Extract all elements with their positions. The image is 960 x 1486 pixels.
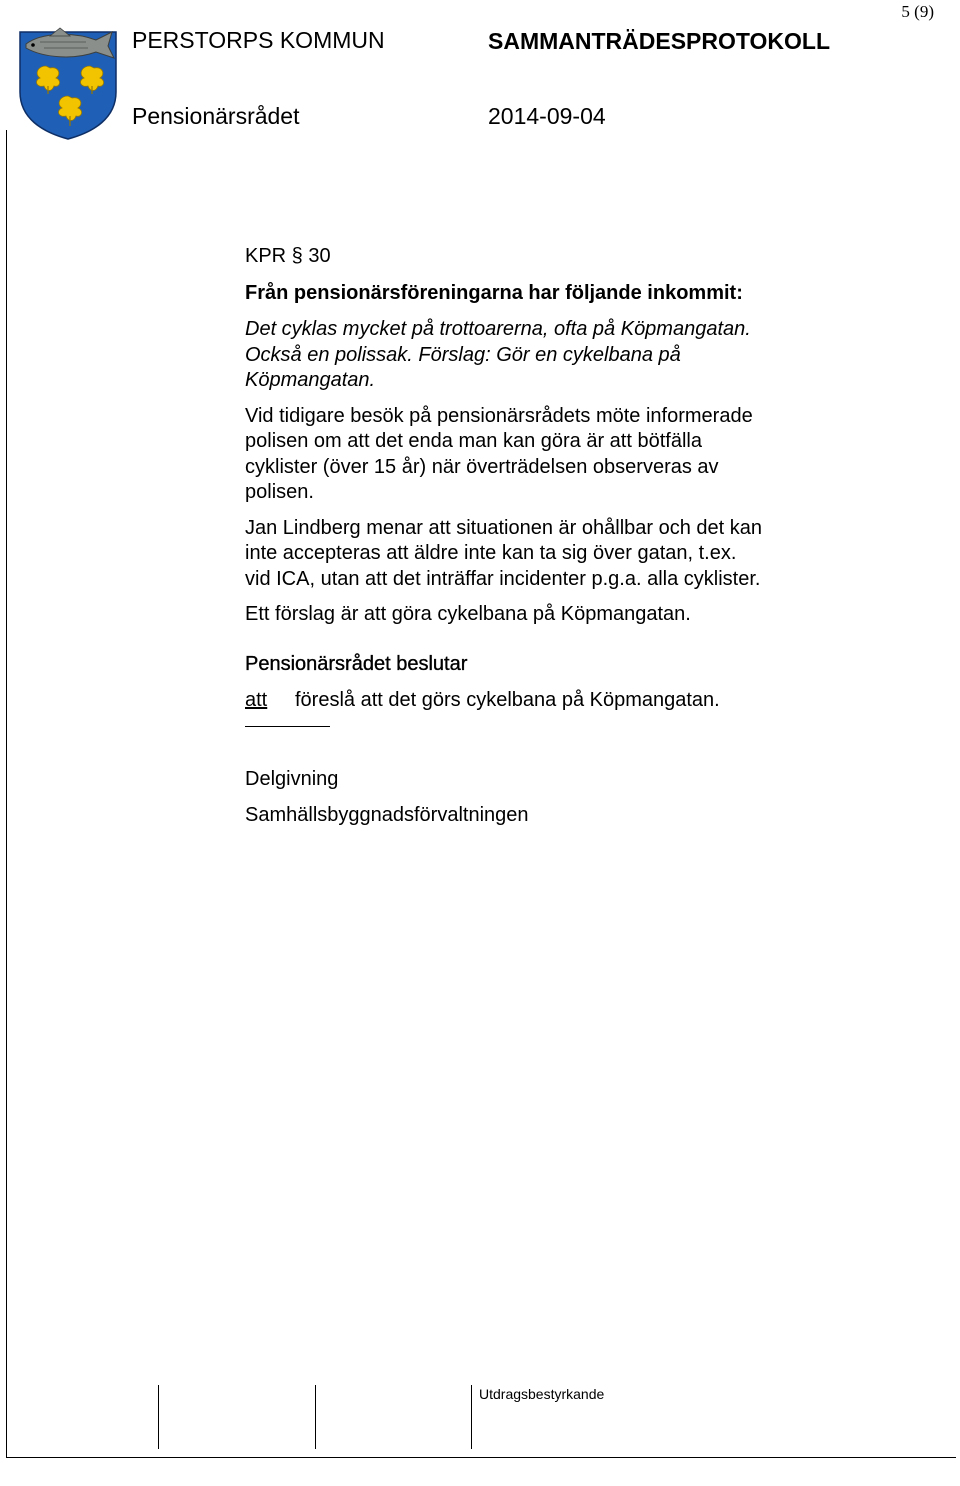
signature-box-divider [471,1385,472,1449]
meeting-date: 2014-09-04 [488,103,606,129]
protocol-section [245,244,885,829]
quote-line: Köpmangatan. [245,369,376,391]
left-margin-rule [6,130,7,1458]
council-name: Pensionärsrådet [132,103,300,129]
decision-heading: Pensionärsrådet beslutar [245,652,468,675]
paragraph-proposal [245,602,885,628]
paragraph-line: Jan Lindberg menar att situationen är ohållbar och det kan [245,516,763,539]
signature-box-divider [158,1385,159,1449]
decision-item [245,688,885,714]
paragraph-line: vid ICA, utan att det inträffar incidenter p.g.a. alla cyklister. [245,567,761,590]
section-reference: KPR § 30 [245,245,331,267]
distribution-heading: Delgivning [245,767,339,790]
paragraph-line: Vid tidigare besök på pensionärsrådets möte informerade [245,404,753,427]
paragraph-line: Ett förslag är att göra cykelbana på Köpmangatan. [245,603,691,625]
paragraph-line: polisen. [245,481,314,503]
quote-line: Också en polissak. Förslag: Gör en cykelbana på [245,343,681,366]
paragraph-line: cyklister (över 15 år) när överträdelsen observeras av [245,455,719,478]
paragraph-jan-lindberg [245,516,885,593]
submitted-quote [245,317,885,394]
page-number: 5 (9) [901,2,934,21]
paragraph-police [245,404,885,506]
coat-of-arms-icon [16,22,120,140]
municipality-name: PERSTORPS KOMMUN [132,27,385,53]
document-type: SAMMANTRÄDESPROTOKOLL [488,28,831,54]
section-heading: Från pensionärsföreningarna har följande inkommit: [245,281,743,304]
bottom-rule [6,1457,956,1458]
quote-line: Det cyklas mycket på trottoarerna, ofta på Köpmangatan. [245,318,751,340]
certification-label: Utdragsbestyrkande [479,1386,605,1402]
paragraph-line: inte accepteras att äldre inte kan ta sig över gatan, t.ex. [245,542,737,564]
distribution-recipient: Samhällsbyggnadsförvaltningen [245,804,529,826]
signature-box-divider [315,1385,316,1449]
paragraph-line: polisen om att det enda man kan göra är att bötfälla [245,430,702,452]
decision-text: föreslå att det görs cykelbana på Köpmangatan. [295,689,720,711]
decision-label: att [245,689,268,711]
decision-divider [245,726,330,727]
